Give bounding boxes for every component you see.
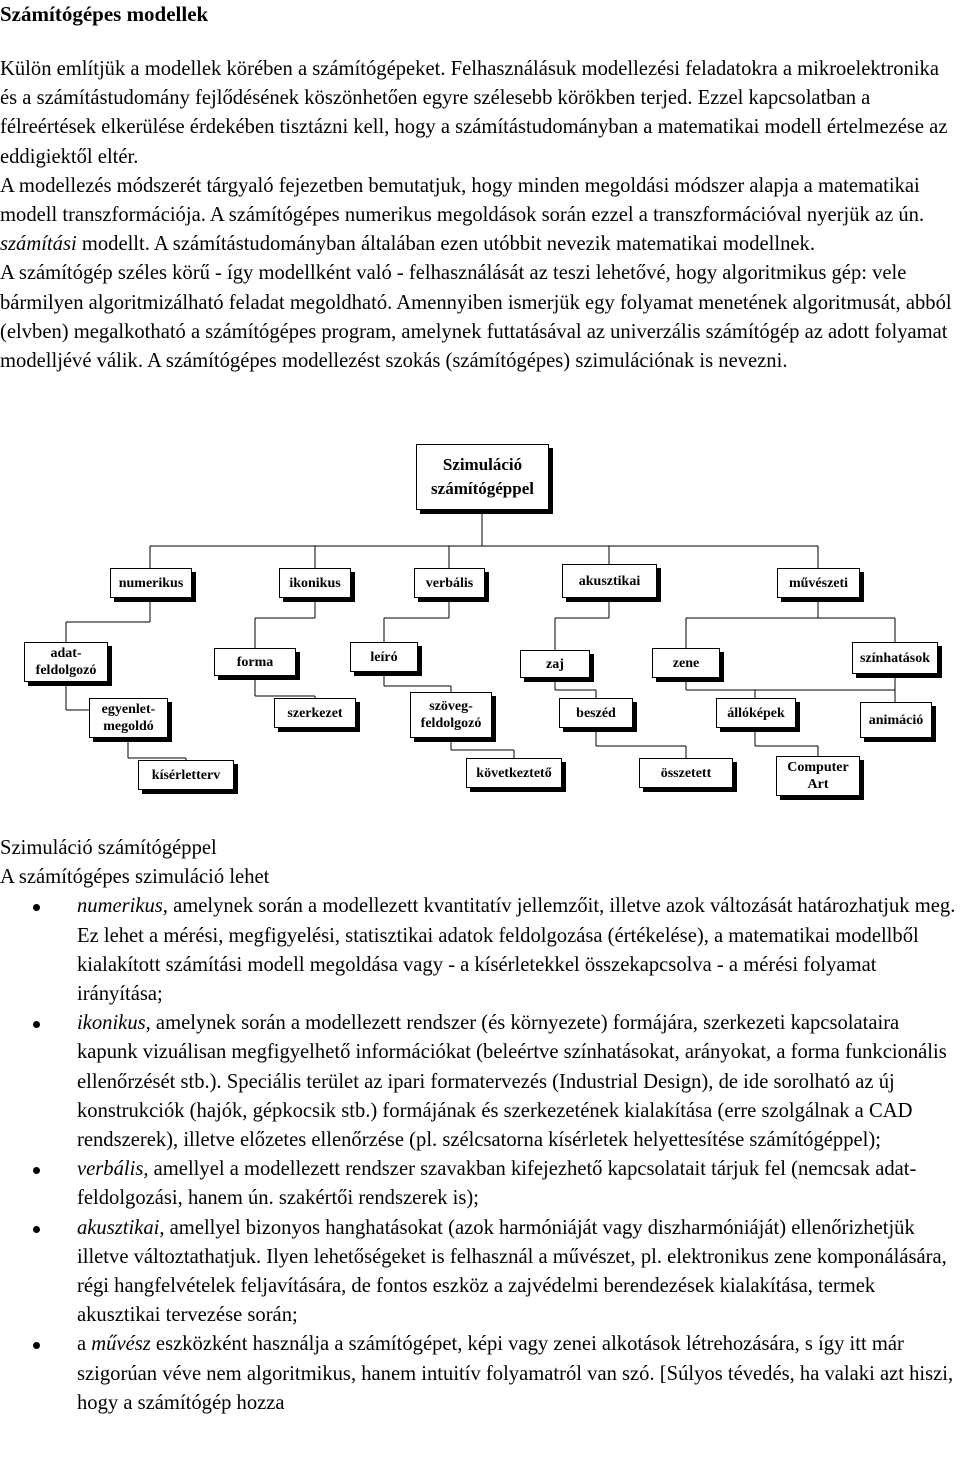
list-item-ikonikus: ikonikus, amelynek során a modellezett rendszer (és környezete) formájára, szerkezeti kapcsolataira kapunk vizuálisan megfigyelhető információkat (beleértve színhatásokat, arányokat, a forma funkcionális ellenőrzését stb.). Speciális terület az ipari formatervezés (Industrial Design), de ide sorolható az új konstrukciók (hajók, gépkocsik stb.) formájának és szerkezetének kialakítása (erre szolgálnak a CAD rendszerek), illetve előzetes ellenőrzése (pl. szélcsatorna kísérletek helyettesítése számítógéppel);	[0, 1009, 960, 1155]
bullet-icon	[33, 1342, 40, 1349]
intro-text	[0, 55, 960, 376]
list-item-akusztikai: akusztikai, amellyel bizonyos hanghatásokat (azok harmóniáját vagy diszharmóniáját) ellenőrizhetjük illetve változtathatjuk. Ilyen lehetőségeket is felhasznál a művészet, pl. elektronikus zene komponálására, régi hangfelvételek feljavítására, de fontos eszköz a zajvédelmi berendezések kialakítása, termek akusztikai tervezése során;	[0, 1214, 960, 1331]
emphasis-szamitasi: számítási	[0, 233, 77, 256]
simulation-types-list	[0, 892, 960, 1418]
diagram-node-akusztikai: akusztikai	[562, 564, 657, 598]
section-lead: A számítógépes szimuláció lehet	[0, 866, 270, 889]
diagram-node-allokepek: állóképek	[716, 698, 796, 728]
diagram-node-numerikus: numerikus	[110, 568, 192, 598]
list-item-numerikus: numerikus, amelynek során a modellezett kvantitatív jellemzőit, illetve azok változását határozhatjuk meg. Ez lehet a mérési, megfigyelési, statisztikai adatok feldolgozása (értékelése), a matematikai modellből kialakított számítási modell megoldása vagy - a kísérletekkel összekapcsolva - a mérési folyamat irányítása;	[0, 892, 960, 1009]
list-item-muvesz: a művész eszközként használja a számítógépet, képi vagy zenei alkotások létrehozására, s így itt már szigorúan véve nem algoritmikus, hanem intuitív folyamatról van szó. [Súlyos tévedés, ha valaki azt hiszi, hogy a számítógép hozza	[0, 1330, 960, 1418]
intro-paragraph-2: A modellezés módszerét tárgyaló fejezetben bemutatjuk, hogy minden megoldási módszer alapja a matematikai modell transzformációja. A számítógépes numerikus megoldások során ezzel a transzformációval nyerjük az ún. számítási modellt. A számítástudományban általában ezen utóbbit nevezik matematikai modellnek.	[0, 174, 925, 256]
diagram-node-adatfeldolgozo: adat- feldolgozó	[24, 642, 108, 682]
diagram-node-szovegfeldolgozo: szöveg- feldolgozó	[410, 692, 492, 738]
diagram-node-szinhatasok: színhatások	[852, 642, 938, 674]
diagram-node-szerkezet: szerkezet	[274, 698, 356, 728]
diagram-node-leiro: leíró	[350, 642, 418, 672]
diagram-node-forma: forma	[214, 648, 296, 676]
intro-paragraph-1: Külön említjük a modellek körében a számítógépeket. Felhasználásuk modellezési feladatokra a mikroelektronika és a számítástudomány fejlődésének köszönhetően egyre szélesebb körökben terjed. Ezzel kapcsolatban a félreértések elkerülése érdekében tisztázni kell, hogy a számítástudományban a matematikai modell értelmezése az eddigiektől eltér.	[0, 58, 948, 168]
diagram-root-node: Szimuláció számítógéppel	[416, 444, 549, 510]
bullet-icon	[33, 1021, 40, 1028]
bullet-icon	[33, 1226, 40, 1233]
bullet-icon	[33, 1167, 40, 1174]
diagram-node-osszetett: összetett	[639, 758, 733, 788]
diagram-node-zene: zene	[652, 648, 720, 678]
diagram-node-ikonikus: ikonikus	[279, 568, 351, 598]
page-title: Számítógépes modellek	[0, 2, 209, 26]
simulation-section	[0, 834, 960, 1418]
intro-paragraph-3: A számítógép széles körű - így modellként való - felhasználását az teszi lehetővé, hogy algoritmikus gép: vele bármilyen algoritmizálható feladat megoldható. Amennyiben ismerjük egy folyamat menetének algoritmusát, abból (elvben) megalkotható a számítógépes program, amelynek futtatásával az univerzális számítógép az adott folyamat modelljévé válik. A számítógépes modellezést szokás (számítógépes) szimulációnak is nevezni.	[0, 262, 952, 373]
diagram-node-kovetkezteto: következtető	[466, 758, 562, 788]
diagram-node-kiserletterv: kísérletterv	[138, 760, 234, 790]
diagram-node-egyenletmegoldo: egyenlet- megoldó	[89, 698, 168, 738]
diagram-node-animacio: animáció	[860, 702, 932, 738]
diagram-node-beszed: beszéd	[559, 698, 633, 728]
diagram-node-muveszeti: művészeti	[777, 568, 860, 598]
diagram-node-zaj: zaj	[520, 650, 590, 678]
bullet-icon	[33, 904, 40, 911]
list-item-verbalis: verbális, amellyel a modellezett rendszer szavakban kifejezhető kapcsolatait tárjuk fel (nemcsak adat-feldolgozási, hanem ún. szakértői rendszerek is);	[0, 1155, 960, 1213]
section-heading: Szimuláció számítógéppel	[0, 837, 217, 859]
diagram-node-verbalis: verbális	[414, 568, 485, 598]
diagram-node-computer-art: Computer Art	[776, 756, 860, 796]
simulation-diagram	[0, 440, 960, 810]
